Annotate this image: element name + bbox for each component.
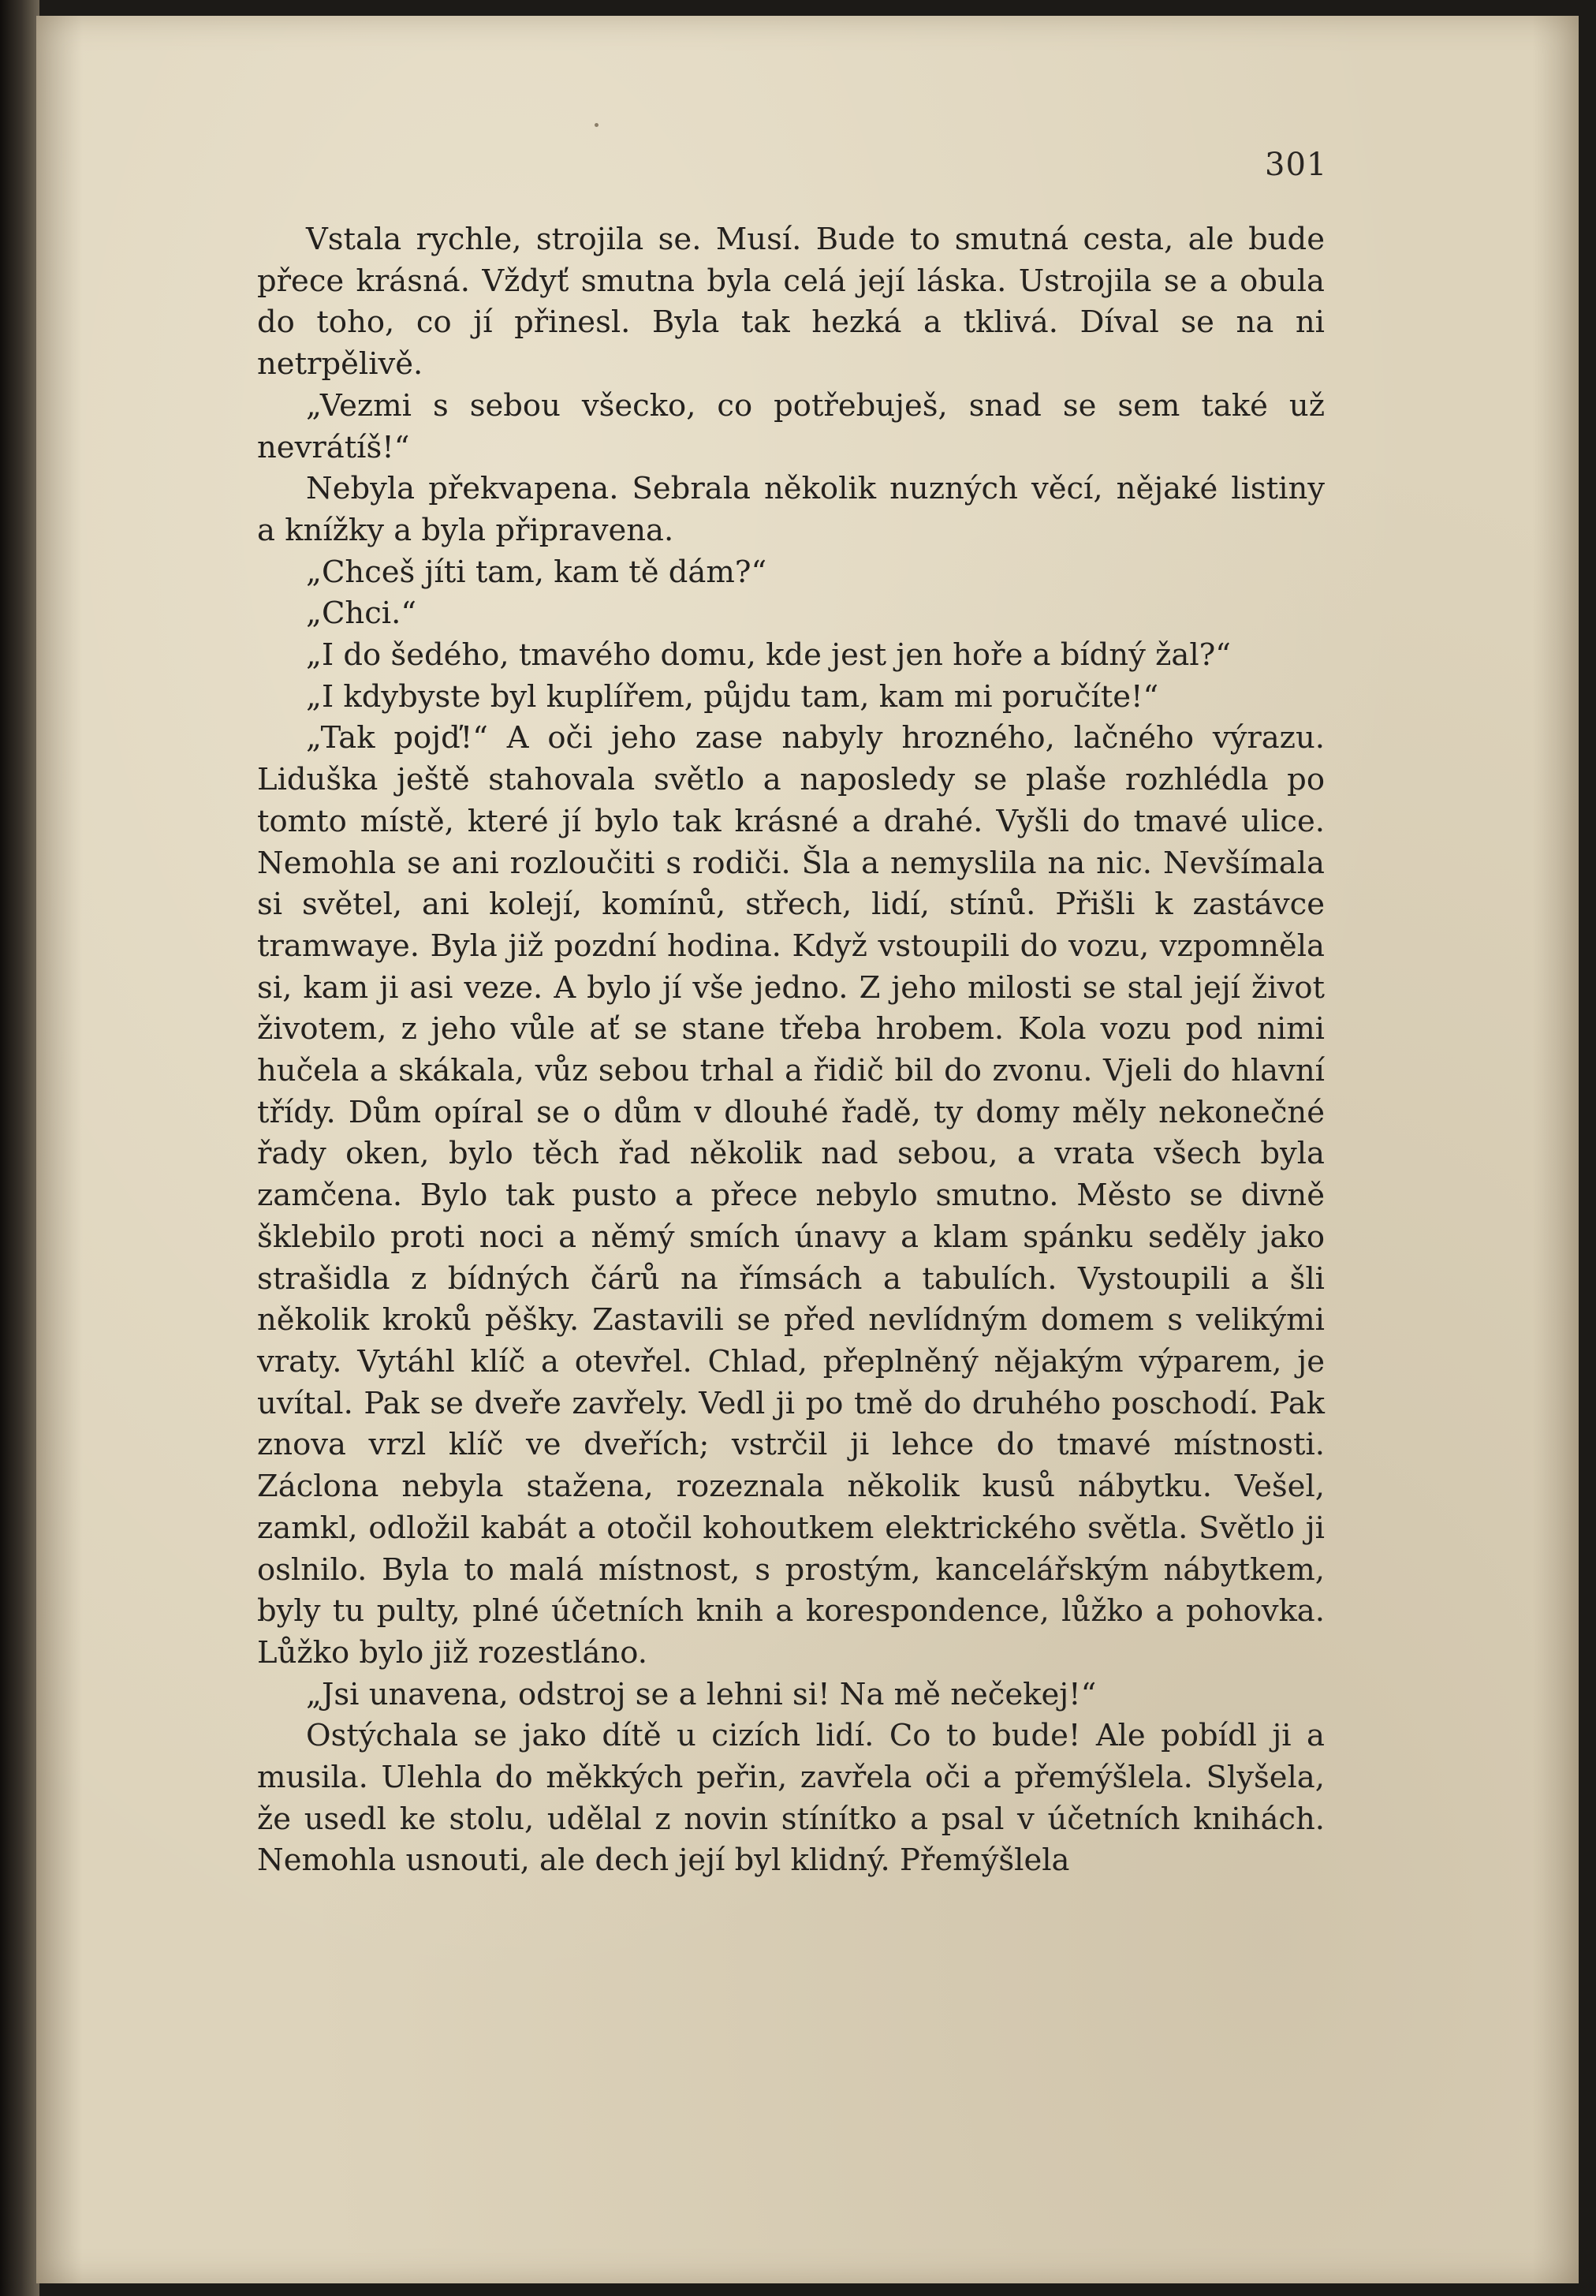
body-text bbox=[257, 219, 1325, 1882]
paragraph: „I kdybyste byl kuplířem, půjdu tam, kam mi poručíte!“ bbox=[306, 678, 1159, 715]
paragraph: „Chci.“ bbox=[306, 595, 416, 632]
page-number: 301 bbox=[1265, 147, 1328, 183]
book-spine-shadow bbox=[0, 0, 39, 2296]
paragraph: „Vezmi s sebou všecko, co potřebuješ, snad se sem také už nevrátíš!“ bbox=[257, 387, 1325, 465]
paragraph: Vstala rychle, strojila se. Musí. Bude to smutná cesta, ale bude přece krásná. Vždyť smutna byla celá její láska. Ustrojila se a obula do toho, co jí přinesl. Byla tak hezká a tklivá. Díval se na ni netrpělivě. bbox=[257, 222, 1325, 383]
paragraph: Ostýchala se jako dítě u cizích lidí. Co to bude! Ale pobídl ji a musila. Ulehla do měkkých peřin, zavřela oči a přemýšlela. Slyšela, že usedl ke stolu, udělal z novin stínítko a psal v účetních knihách. Nemohla usnouti, ale dech její byl klidný. Přemýšlela bbox=[257, 1718, 1325, 1879]
paragraph: „Chceš jíti tam, kam tě dám?“ bbox=[306, 554, 767, 590]
paragraph: „I do šedého, tmavého domu, kde jest jen hoře a bídný žal?“ bbox=[306, 637, 1231, 674]
paragraph: „Tak pojď!“ A oči jeho zase nabyly hrozného, lačného výrazu. Liduška ještě stahovala světlo a naposledy se plaše rozhlédla po tomto místě, které jí bylo tak krásné a drahé. Vyšli do tmavé ulice. Nemohla se ani rozloučiti s rodiči. Šla a nemyslila na nic. Nevšímala si světel, ani kolejí, komínů, střech, lidí, stínů. Přišli k zastávce tramwaye. Byla již pozdní hodina. Když vstoupili do vozu, vzpomněla si, kam ji asi veze. A bylo jí vše jedno. Z jeho milosti se stal její život životem, z jeho vůle ať se stane třeba hrobem. Kola vozu pod nimi hučela a skákala, vůz sebou trhal a řidič bil do zvonu. Vjeli do hlavní třídy. Dům opíral se o dům v dlouhé řadě, ty domy měly nekonečné řady oken, bylo těch řad několik nad sebou, a vrata všech byla zamčena. Bylo tak pusto a přece nebylo smutno. Město se divně šklebilo proti noci a němý smích únavy a klam spánku seděly jako strašidla z bídných čárů na římsách a tabulích. Vystoupili a šli několik kroků pěšky. Zastavili se před nevlídným domem s velikými vraty. Vytáhl klíč a otevřel. Chlad, přeplněný nějakým výparem, je uvítal. Pak se dveře zavřely. Vedl ji po tmě do druhého poschodí. Pak znova vrzl klíč ve dveřích; vstrčil ji lehce do tmavé místnosti. Záclona nebyla stažena, rozeznala několik kusů nábytku. Vešel, zamkl, odložil kabát a otočil kohoutkem elektrického světla. Světlo ji oslnilo. Byla to malá místnost, s prostým, kancelářským nábytkem, byly tu pulty, plné účetních knih a korespondence, lůžko a pohovka. Lůžko bylo již rozestláno. bbox=[257, 720, 1325, 1671]
paragraph: „Jsi unavena, odstroj se a lehni si! Na mě nečekej!“ bbox=[306, 1676, 1097, 1712]
paper-speck bbox=[595, 123, 598, 127]
paragraph: Nebyla překvapena. Sebrala několik nuzných věcí, nějaké listiny a knížky a byla připravena. bbox=[257, 471, 1325, 548]
